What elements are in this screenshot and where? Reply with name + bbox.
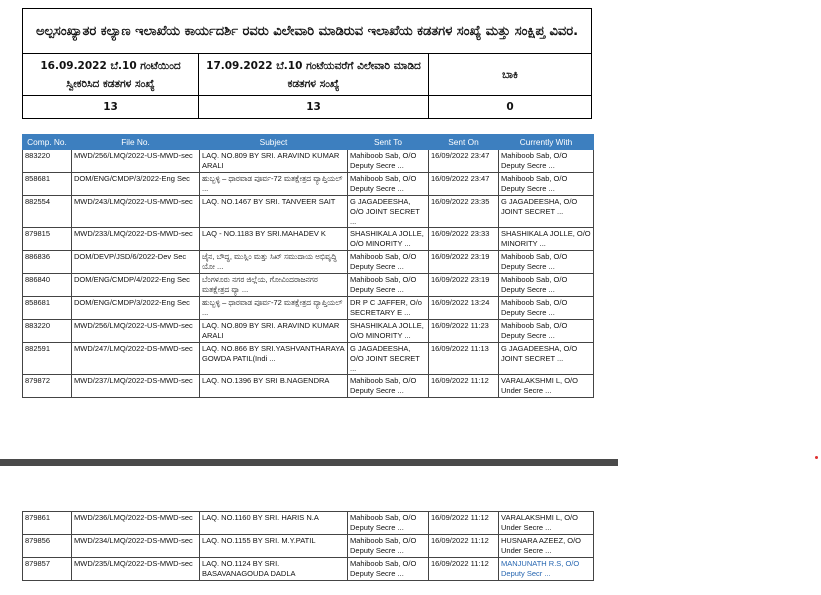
sent-to-cell: Mahiboob Sab, O/O Deputy Secre ... <box>348 150 429 173</box>
subject-cell: LAQ. NO.1467 BY SRI. TANVEER SAIT <box>200 196 348 228</box>
table-row[interactable] <box>23 320 594 343</box>
sent-to-cell: Mahiboob Sab, O/O Deputy Secre ... <box>348 251 429 274</box>
sent-on-cell: 16/09/2022 11:13 <box>429 343 499 375</box>
table-row[interactable] <box>23 196 594 228</box>
table-row[interactable] <box>23 343 594 375</box>
currently-with-cell: Mahiboob Sab, O/O Deputy Secre ... <box>499 173 594 196</box>
comp-no-cell: 879857 <box>23 558 72 581</box>
table-row[interactable] <box>23 297 594 320</box>
sent-to-cell: Mahiboob Sab, O/O Deputy Secre ... <box>348 274 429 297</box>
sent-on-cell: 16/09/2022 11:23 <box>429 320 499 343</box>
comp-no-cell: 882591 <box>23 343 72 375</box>
currently-with-cell: G JAGADEESHA, O/O JOINT SECRET ... <box>499 196 594 228</box>
file-no-cell: MWD/247/LMQ/2022-DS-MWD-sec <box>72 343 200 375</box>
page-divider <box>0 459 618 466</box>
currently-with-cell: Mahiboob Sab, O/O Deputy Secre ... <box>499 297 594 320</box>
table-row[interactable] <box>23 173 594 196</box>
received-count-header: 16.09.2022 ಬೆ.10 ಗಂಟೆಯಿಂದ ಸ್ವೀಕರಿಸಿದ ಕಡತಗಳ ಸಂಖ್ಯೆ <box>23 54 199 95</box>
sent-on-cell: 16/09/2022 23:35 <box>429 196 499 228</box>
red-dot-marker <box>815 456 818 459</box>
comp-no-cell: 886836 <box>23 251 72 274</box>
pending-count-value: 0 <box>429 95 592 118</box>
subject-cell: LAQ. NO.809 BY SRI. ARAVIND KUMAR ARALI <box>200 150 348 173</box>
subject-cell: ಬೆಂಗಳೂರು ನಗರ ಜಿಲ್ಲೆಯ, ಗೋವಿಂದರಾಜನಗರ ಮತಕ್ಷೇತ್ರದ ವ್ಯಾ ... <box>200 274 348 297</box>
comp-no-cell: 883220 <box>23 150 72 173</box>
sent-on-cell: 16/09/2022 23:19 <box>429 251 499 274</box>
sent-to-cell: Mahiboob Sab, O/O Deputy Secre ... <box>348 535 429 558</box>
sent-on-cell: 16/09/2022 23:47 <box>429 173 499 196</box>
file-no-cell: MWD/237/LMQ/2022-DS-MWD-sec <box>72 375 200 398</box>
subject-cell: LAQ. NO.866 BY SRI.YASHVANTHARAYA GOWDA PATIL(Indi ... <box>200 343 348 375</box>
table-row[interactable] <box>23 558 594 581</box>
sent-on-cell: 16/09/2022 11:12 <box>429 512 499 535</box>
sent-to-cell: Mahiboob Sab, O/O Deputy Secre ... <box>348 173 429 196</box>
subject-cell: LAQ - NO.1183 BY SRI.MAHADEV K <box>200 228 348 251</box>
subject-cell: ಹುಬ್ಬಳ್ಳಿ – ಧಾರವಾಡ ಪೂರ್ವ-72 ಮತಕ್ಷೇತ್ರದ ವ್ಯಾಪ್ತಿಯಲ್ ... <box>200 297 348 320</box>
sent-on-cell: 16/09/2022 11:12 <box>429 558 499 581</box>
currently-with-cell: Mahiboob Sab, O/O Deputy Secre ... <box>499 274 594 297</box>
currently-with-cell: Mahiboob Sab, O/O Deputy Secre ... <box>499 251 594 274</box>
summary-title: ಅಲ್ಪಸಂಖ್ಯಾತರ ಕಲ್ಯಾಣ ಇಲಾಖೆಯ ಕಾರ್ಯದರ್ಶಿ ರವರು ವಿಲೇವಾರಿ ಮಾಡಿರುವ ಇಲಾಖೆಯ ಕಡತಗಳ ಸಂಖ್ಯೆ ಮತ್ತು ಸಂಕ್ಷಿಪ್ತ ವಿವರ. <box>23 9 592 54</box>
sent-to-cell: SHASHIKALA JOLLE, O/O MINORITY ... <box>348 228 429 251</box>
file-tracking-table-continued <box>22 511 594 581</box>
comp-no-cell: 879872 <box>23 375 72 398</box>
sent-to-cell: G JAGADEESHA, O/O JOINT SECRET ... <box>348 196 429 228</box>
column-header-file-no: File No. <box>72 135 200 150</box>
sent-to-cell: Mahiboob Sab, O/O Deputy Secre ... <box>348 375 429 398</box>
subject-cell: ಜೈನ, ಬೌದ್ಧ, ಮುಸ್ಲಿಂ ಮತ್ತು ಸಿಖ್ ಸಮುದಾಯ ಅಭಿವೃದ್ಧಿ ಯೋ ... <box>200 251 348 274</box>
table-header-row <box>23 135 594 150</box>
sent-on-cell: 16/09/2022 11:12 <box>429 535 499 558</box>
sent-on-cell: 16/09/2022 23:47 <box>429 150 499 173</box>
comp-no-cell: 858681 <box>23 173 72 196</box>
file-no-cell: MWD/234/LMQ/2022-DS-MWD-sec <box>72 535 200 558</box>
table-row[interactable] <box>23 375 594 398</box>
comp-no-cell: 858681 <box>23 297 72 320</box>
subject-cell: LAQ. NO.1124 BY SRI. BASAVANAGOUDA DADLA <box>200 558 348 581</box>
column-header-currently-with: Currently With <box>499 135 594 150</box>
currently-with-cell: Mahiboob Sab, O/O Deputy Secre ... <box>499 320 594 343</box>
file-no-cell: MWD/235/LMQ/2022-DS-MWD-sec <box>72 558 200 581</box>
table-row[interactable] <box>23 150 594 173</box>
column-header-subject: Subject <box>200 135 348 150</box>
sent-to-cell: G JAGADEESHA, O/O JOINT SECRET ... <box>348 343 429 375</box>
subject-cell: LAQ. NO.1396 BY SRI B.NAGENDRA <box>200 375 348 398</box>
file-no-cell: DOM/ENG/CMDP/3/2022-Eng Sec <box>72 297 200 320</box>
file-no-cell: DOM/DEVP/JSD/6/2022-Dev Sec <box>72 251 200 274</box>
table-body <box>23 150 594 398</box>
comp-no-cell: 886840 <box>23 274 72 297</box>
sent-to-cell: Mahiboob Sab, O/O Deputy Secre ... <box>348 558 429 581</box>
summary-table <box>22 8 592 119</box>
file-no-cell: DOM/ENG/CMDP/3/2022-Eng Sec <box>72 173 200 196</box>
table-row[interactable] <box>23 251 594 274</box>
file-no-cell: MWD/256/LMQ/2022-US-MWD-sec <box>72 320 200 343</box>
comp-no-cell: 883220 <box>23 320 72 343</box>
comp-no-cell: 882554 <box>23 196 72 228</box>
subject-cell: LAQ. NO.1160 BY SRI. HARIS N.A <box>200 512 348 535</box>
file-no-cell: MWD/233/LMQ/2022-DS-MWD-sec <box>72 228 200 251</box>
file-tracking-table <box>22 134 594 398</box>
column-header-sent-on: Sent On <box>429 135 499 150</box>
sent-to-cell: Mahiboob Sab, O/O Deputy Secre ... <box>348 512 429 535</box>
sent-on-cell: 16/09/2022 11:12 <box>429 375 499 398</box>
currently-with-cell: Mahiboob Sab, O/O Deputy Secre ... <box>499 150 594 173</box>
comp-no-cell: 879861 <box>23 512 72 535</box>
sent-to-cell: DR P C JAFFER, O/o SECRETARY E ... <box>348 297 429 320</box>
currently-with-cell: VARALAKSHMI L, O/O Under Secre ... <box>499 375 594 398</box>
table-row[interactable] <box>23 535 594 558</box>
file-no-cell: MWD/243/LMQ/2022-US-MWD-sec <box>72 196 200 228</box>
subject-cell: ಹುಬ್ಬಳ್ಳಿ – ಧಾರವಾಡ ಪೂರ್ವ-72 ಮತಕ್ಷೇತ್ರದ ವ್ಯಾಪ್ತಿಯಲ್ ... <box>200 173 348 196</box>
disposed-count-header: 17.09.2022 ಬೆ.10 ಗಂಟೆಯವರೆಗೆ ವಿಲೇವಾರಿ ಮಾಡಿದ ಕಡತಗಳ ಸಂಖ್ಯೆ <box>199 54 429 95</box>
currently-with-cell: SHASHIKALA JOLLE, O/O MINORITY ... <box>499 228 594 251</box>
received-count-value: 13 <box>23 95 199 118</box>
disposed-count-value: 13 <box>199 95 429 118</box>
subject-cell: LAQ. NO.1155 BY SRI. M.Y.PATIL <box>200 535 348 558</box>
table-row[interactable] <box>23 228 594 251</box>
sent-on-cell: 16/09/2022 13:24 <box>429 297 499 320</box>
currently-with-cell[interactable]: MANJUNATH R.S, O/O Deputy Secr ... <box>499 558 594 581</box>
comp-no-cell: 879856 <box>23 535 72 558</box>
file-no-cell: MWD/236/LMQ/2022-DS-MWD-sec <box>72 512 200 535</box>
file-no-cell: MWD/256/LMQ/2022-US-MWD-sec <box>72 150 200 173</box>
file-no-cell: DOM/ENG/CMDP/4/2022-Eng Sec <box>72 274 200 297</box>
column-header-sent-to: Sent To <box>348 135 429 150</box>
sent-on-cell: 16/09/2022 23:19 <box>429 274 499 297</box>
table-row[interactable] <box>23 274 594 297</box>
sent-to-cell: SHASHIKALA JOLLE, O/O MINORITY ... <box>348 320 429 343</box>
comp-no-cell: 879815 <box>23 228 72 251</box>
currently-with-cell: VARALAKSHMI L, O/O Under Secre ... <box>499 512 594 535</box>
table-body <box>23 512 594 581</box>
currently-with-cell: G JAGADEESHA, O/O JOINT SECRET ... <box>499 343 594 375</box>
currently-with-cell: HUSNARA AZEEZ, O/O Under Secre ... <box>499 535 594 558</box>
pending-count-header: ಬಾಕಿ <box>429 54 592 95</box>
subject-cell: LAQ. NO.809 BY SRI. ARAVIND KUMAR ARALI <box>200 320 348 343</box>
sent-on-cell: 16/09/2022 23:33 <box>429 228 499 251</box>
table-row[interactable] <box>23 512 594 535</box>
column-header-comp-no: Comp. No. <box>23 135 72 150</box>
